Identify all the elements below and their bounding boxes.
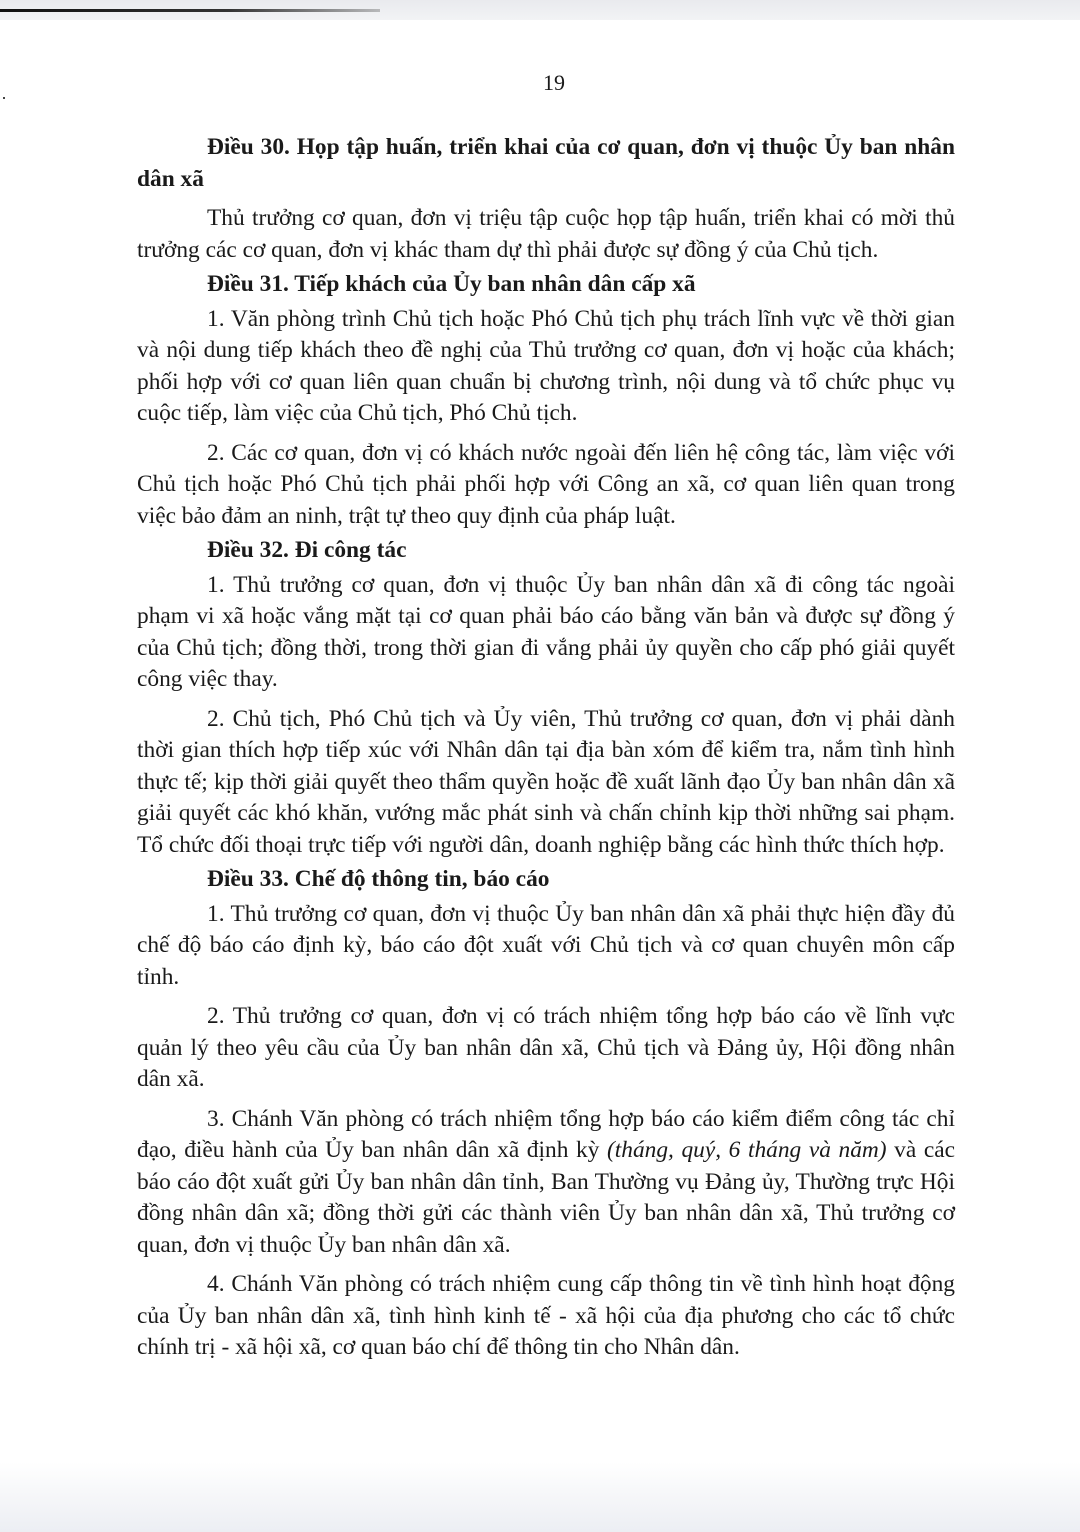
scan-bottom-shade [0, 1462, 1080, 1532]
scan-top-rule [0, 9, 380, 12]
article-31 [137, 269, 955, 532]
paragraph-text: 3. Chánh Văn phòng có trách nhiệm tổng hợp báo cáo kiểm điểm công tác chỉ đạo, điều hành của Ủy ban nhân dân xã định kỳ [137, 1105, 955, 1163]
article-paragraph: 4. Chánh Văn phòng có trách nhiệm cung cấp thông tin về tình hình hoạt động của Ủy ban nhân dân xã, tình hình kinh tế - xã hội của địa phương cho các tổ chức chính trị - xã hội xã, cơ quan báo chí để thông tin cho Nhân dân. [137, 1271, 955, 1360]
article-paragraph: 2. Chủ tịch, Phó Chủ tịch và Ủy viên, Thủ trưởng cơ quan, đơn vị phải dành thời gian thích hợp tiếp xúc với Nhân dân tại địa bàn xóm để kiểm tra, nắm tình hình thực tế; kịp thời giải quyết theo thẩm quyền hoặc đề xuất lãnh đạo Ủy ban nhân dân xã giải quyết các khó khăn, vướng mắc phát sinh và chấn chỉnh kịp thời những sai phạm. Tổ chức đối thoại trực tiếp với người dân, doanh nghiệp bằng các hình thức thích hợp. [137, 705, 955, 858]
paragraph-text: và các báo cáo đột xuất gửi Ủy ban nhân dân tỉnh, Ban Thường vụ Đảng ủy, Thường trực Hội đồng nhân dân xã; đồng thời gửi các thành viên Ủy ban nhân dân xã, Thủ trưởng cơ quan, đơn vị thuộc Ủy ban nhân dân xã. [137, 1137, 955, 1258]
article-paragraph: Thủ trưởng cơ quan, đơn vị triệu tập cuộc họp tập huấn, triển khai có mời thủ trưởng các cơ quan, đơn vị khác tham dự thì phải được sự đồng ý của Chủ tịch. [137, 205, 955, 263]
article-paragraph: 1. Thủ trưởng cơ quan, đơn vị thuộc Ủy ban nhân dân xã phải thực hiện đầy đủ chế độ báo cáo định kỳ, báo cáo đột xuất với Chủ tịch và cơ quan chuyên môn cấp tỉnh. [137, 900, 955, 990]
document-body [137, 132, 955, 1364]
article-paragraph [137, 1104, 955, 1262]
article-paragraph: 1. Thủ trưởng cơ quan, đơn vị thuộc Ủy ban nhân dân xã đi công tác ngoài phạm vi xã hoặc vắng mặt tại cơ quan phải báo cáo bằng văn bản và được sự đồng ý của Chủ tịch; đồng thời, trong thời gian đi vắng phải ủy quyền cho cấp phó giải quyết công việc thay. [137, 571, 955, 692]
article-32 [137, 535, 955, 861]
article-paragraph: 1. Văn phòng trình Chủ tịch hoặc Phó Chủ tịch phụ trách lĩnh vực về thời gian và nội dung tiếp khách theo đề nghị của Thủ trưởng cơ quan, đơn vị hoặc của khách; phối hợp với cơ quan liên quan chuẩn bị chương trình, nội dung và tổ chức phục vụ cuộc tiếp, làm việc của Chủ tịch, Phó Chủ tịch. [137, 305, 955, 426]
article-heading: Điều 30. Họp tập huấn, triển khai của cơ quan, đơn vị thuộc Ủy ban nhân dân xã [137, 134, 955, 192]
article-heading: Điều 33. Chế độ thông tin, báo cáo [207, 866, 550, 892]
page-number: 19 [543, 70, 565, 95]
paragraph-italic-note: (tháng, quý, 6 tháng và năm) [606, 1137, 887, 1163]
article-paragraph: 2. Các cơ quan, đơn vị có khách nước ngoài đến liên hệ công tác, làm việc với Chủ tịch hoặc Phó Chủ tịch phải phối hợp với Công an xã, cơ quan liên quan trong việc bảo đảm an ninh, trật tự theo quy định của pháp luật. [137, 439, 955, 529]
article-heading: Điều 32. Đi công tác [207, 537, 407, 563]
article-paragraph: 2. Thủ trưởng cơ quan, đơn vị có trách nhiệm tổng hợp báo cáo về lĩnh vực quản lý theo yêu cầu của Ủy ban nhân dân xã, Chủ tịch và Đảng ủy, Hội đồng nhân dân xã. [137, 1003, 955, 1092]
scan-speck [3, 97, 5, 99]
article-33 [137, 864, 955, 1364]
article-heading: Điều 31. Tiếp khách của Ủy ban nhân dân cấp xã [207, 271, 696, 297]
article-30 [137, 132, 955, 266]
